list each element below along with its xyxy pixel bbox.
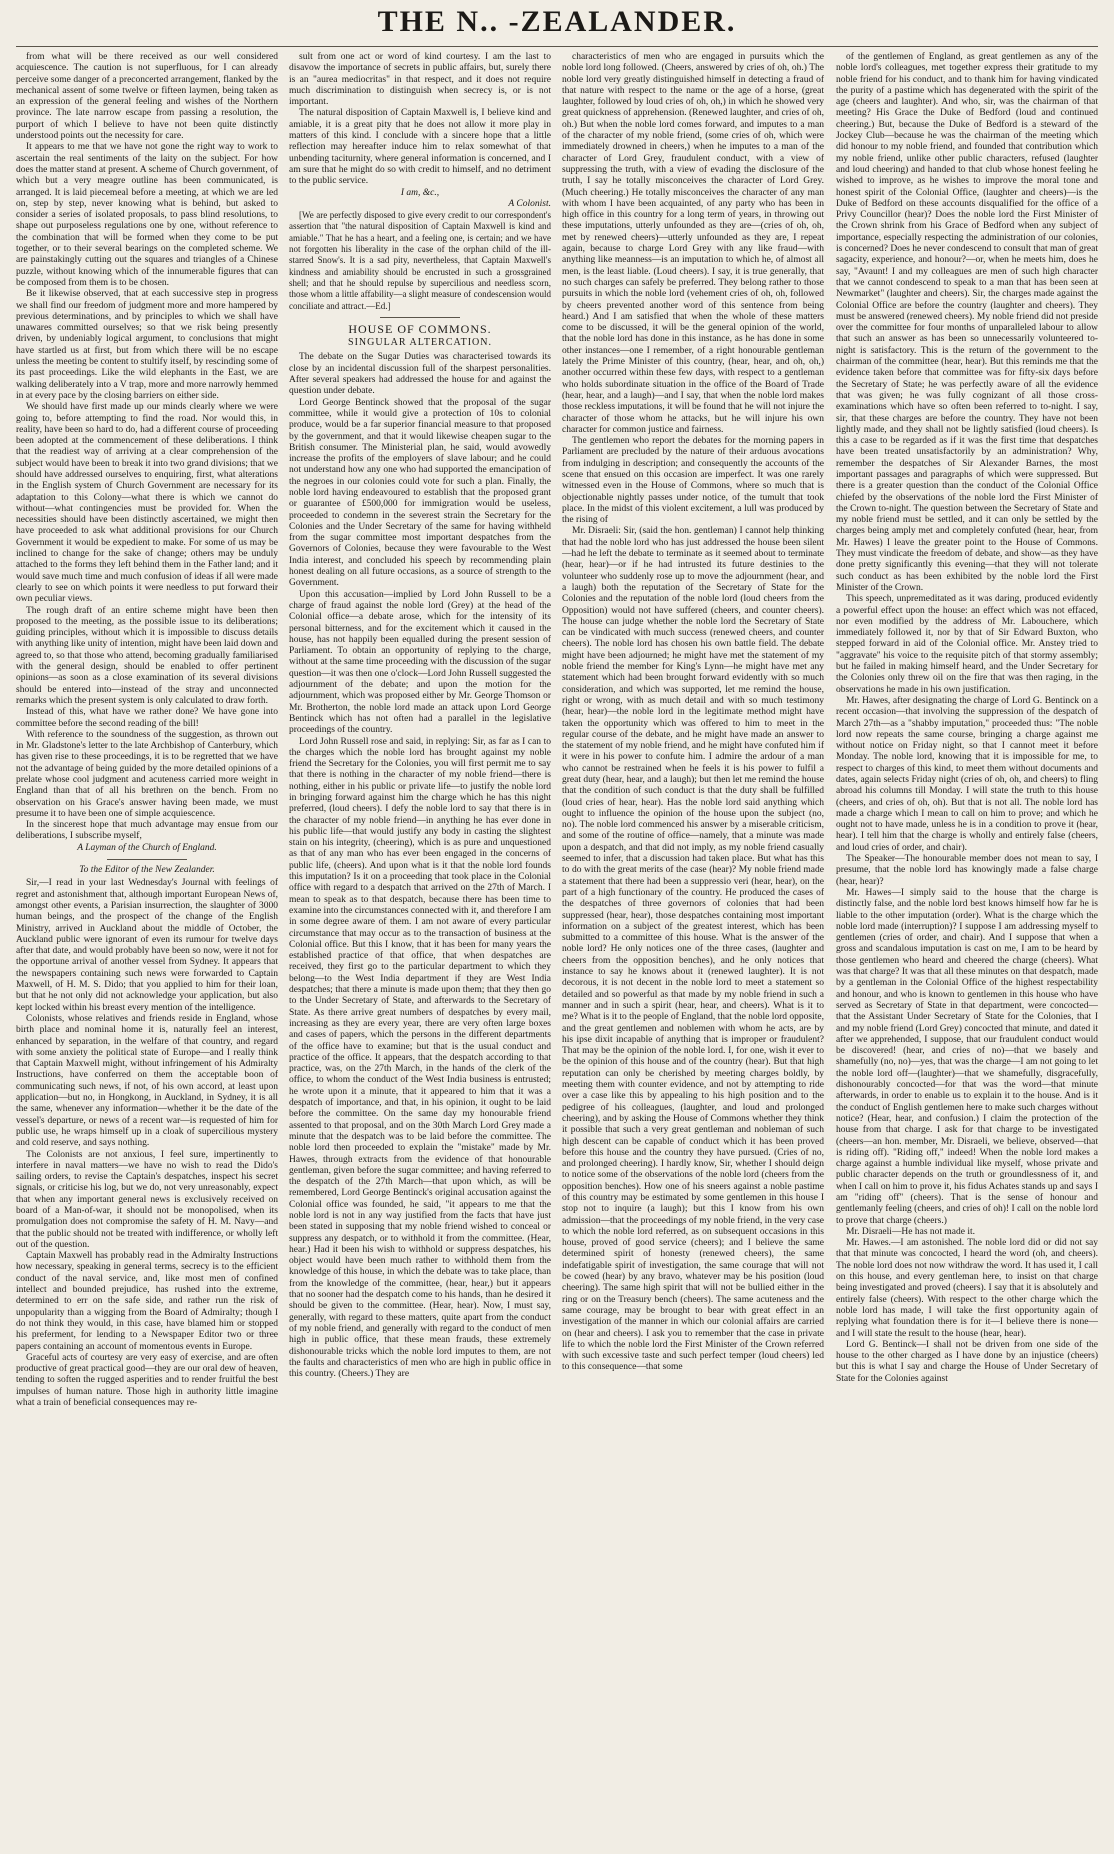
paragraph: from what will be there received as our well considered acquiescence. The caution is not superfluous, for I can already perceive some danger of a preconcerted arrangement, flanked by the mechanical assent of some twelve or fifteen laymen, being taken as an expression of the general feeling and wishes of the Northern province. The late narrow escape from passing a resolution, the purport of which I believe to have not been quite distinctly understood points out the necessity for care. xyxy=(16,52,278,142)
paragraph: Upon this accusation—implied by Lord John Russell to be a charge of fraud against the noble lord (Grey) at the head of the Colonial office—a debate arose, which for the intensity of its personal bitterness, and for the excitement which it caused in the house, has not happily been equalled during the present session of Parliament. To obtain an opportunity of replying to the charge, without at the same time proceeding with the discussion of the sugar question—it was then one o'clock—Lord John Russell suggested the adjournment of the debate; and upon the motion for the adjournment, which was proposed either by Mr. George Thomson or Mr. Brotherton, the noble lord made an attack upon Lord George Bentinck which has not often had a parallel in the legislative proceedings of the country. xyxy=(289,589,551,736)
editor-note: [We are perfectly disposed to give every credit to our correspondent's assertion that "the natural disposition of Captain Maxwell is kind and amiable." That he has a heart, and a feeling one, is certain; and we have not forgotten his liberality in the case of the orphan child of the ill-starred Snow's. It is a sad pity, nevertheless, that Captain Maxwell's kindness and amiability should be encrusted in such a grossgrained shell; and that he should repulse by supercilious and needless scorn, those whom a little affability—a slight measure of condescension would conciliate and attract.—Ed.] xyxy=(289,210,551,311)
section-subtitle: SINGULAR ALTERCATION. xyxy=(348,337,492,349)
paragraph: This speech, unpremeditated as it was daring, produced evidently a powerful effect upon the house: an effect which was not effaced, nor even modified by the address of Mr. Labouchere, which immediately followed it, nor by that of Sir Edward Buxton, who stepped forward in aid of the Colonial office. Mr. Anstey tried to "aggravate" his voice to the requisite pitch of that stormy assembly; but he failed in making himself heard, and the Under Secretary for the Colonies only threw oil on the fire that was then raging, in the observations he made in his own justification. xyxy=(836,594,1098,695)
paragraph: Mr. Hawes—I simply said to the house that the charge is distinctly false, and the noble lord best knows himself how far he is liable to the other imputation (order). What is the charge which the noble lord made (interruption)? I suppose I am addressing myself to gentlemen (cries of order, and chair). And I suppose that when a gross and scandalous imputation is cast on me, I am to be heard by those gentlemen who heard and cheered the charge (cheers). What was that charge? It was that all these minutes on that despatch, made by a gentleman in the Colonial Office of the highest respectability and honour, and who is known to gentlemen in this house who have served as Secretary of State in that department, were concocted—that the Assistant Under Secretary of State for the Colonies, that I and my noble friend (Lord Grey) concocted that minute, and dated it after we apprehended, I suppose, that our fraudulent conduct would be discovered! (hear, and cries of no)—that we basely and shamefully (no, no)—yes, that was the charge—I am not going to let the noble lord off—(laughter)—that we shamefully, disgracefully, dishonourably concocted—for that was the word—that minute afterwards, in order to enable us to explain it to the house. And is it the conduct of English gentlemen here to make such charges without notice? (Hear, hear, and confusion.) I claim the protection of the house from that charge. I ask for that charge to be investigated (cheers—an hon. member, Mr. Disraeli, we believe, observed—that is riding off). "Riding off," indeed! When the noble lord makes a charge against a humble individual like myself, whose private and public character depends on the truth or groundlessness of it, and when I call on him to prove it, his fidus Achates stands up and says I am "riding off" (cheers). That is the sense of honour and gentlemanly feeling (cheers, and cries of oh)! I call on the noble lord to prove that charge (cheers.) xyxy=(836,887,1098,1226)
paragraph: The gentlemen who report the debates for the morning papers in Parliament are precluded by the nature of their arduous avocations from indulging in description; and consequently the accounts of the scene that ensued on this occasion are imperfect. It was one rarely witnessed even in the House of Commons, where so much that is objectionable nightly passes under notice, of the tumult that took place. In the midst of this violent excitement, a lull was produced by the rising of xyxy=(562,436,824,526)
paragraph: Be it likewise observed, that at each successive step in progress we shall find our freedom of judgment more and more hampered by previous determinations, and by principles to which we shall have unawares committed ourselves; so that we risk being presently driven, by undeniably logical argument, to conclusions that might have startled us at first, but from which there will be no escape unless the meeting be content to stultify itself, by rescinding some of its past proceedings. Like the wild elephants in the East, we are walking deliberately into a V trap, more and more narrowly hemmed in at every pace by the closing barriers on either side. xyxy=(16,289,278,401)
paragraph: The Colonists are not anxious, I feel sure, impertinently to interfere in naval matters—we have no wish to read the Dido's sailing orders, to revise the Captain's despatches, inspect his secret signals, or criticise his log, but we do, not very unreasonably, expect that when any important general news is exclusively received on board of a Man-of-war, it should not be monopolised, when its promulgation does not compromise the safety of H. M. Navy—and that the public should not be treated with indifference, or wholly left out of the question. xyxy=(16,1149,278,1250)
column-4 xyxy=(836,52,1098,1848)
column-3 xyxy=(562,52,824,1848)
masthead: THE N.. -ZEALANDER. xyxy=(377,5,737,38)
paragraph: Captain Maxwell has probably read in the Admiralty Instructions how necessary, speaking in general terms, secrecy is to the efficient conduct of the naval service, and, like most men of confined intellect and bounded prejudice, has rushed into the extreme, determined to err on the safe side, and rather run the risk of unpopularity than a wigging from the Board of Admiralty; though I do not think they would, in this case, have blamed him or stopped his preferment, for lending to a Newspaper Editor two or three papers containing an account of momentous events in Europe. xyxy=(16,1251,278,1352)
paragraph: Mr. Hawes, after designating the charge of Lord G. Bentinck on a recent occasion—that involving the suppression of the despatch of March 27th—as a "shabby imputation," proceeded thus: "The noble lord now repeats the same course, bringing a charge against me without notice on Friday night, so that I cannot meet it before Monday. The noble lord, knowing that it is impossible for me, to respect to charges of this kind, to meet them without documents and dates, again selects Friday night (cries of oh, oh, and cheers) to fling abroad his columns till Monday. I will state the truth to this house (cheers, and cries of oh, oh). But that is not all. The noble lord has made a charge which I mean to call on him to prove; and which he ought not to have made, unless he is in a condition to prove it (hear, hear). I tell him that the charge is wholly and entirely false (cheers, and loud cries of order, and chair). xyxy=(836,695,1098,853)
paragraph: The rough draft of an entire scheme might have been then proposed to the meeting, as the possible issue to its deliberations; guiding principles, without which it is impossible to discuss details with anything like unity of intention, might have been laid down and agreed to, so that those who attend, becoming gradually familiarised with the general design, should be enabled to offer pertinent opinions—as soon as a close examination of its several divisions should be entered into—instead of the stray and unconnected remarks which the present system is only calculated to draw forth. xyxy=(16,605,278,706)
divider xyxy=(380,317,460,318)
column-1 xyxy=(16,52,278,1848)
paragraph: Colonists, whose relatives and friends reside in England, whose birth place and nominal home it is, naturally feel an interest, enhanced by separation, in the welfare of that country, and regard with some anxiety the political state of Europe—and I really think that Captain Maxwell might, without infringement of his Admiralty Instructions, have conferred on them the acceptable boon of communicating such news, if not, of his own accord, at least upon application—but no, in Hongkong, in Auckland, in Sydney, it is all the same, whenever any information—whether it be the date of the vessel's departure, or news of a recent war—is requested of him for public use, he wraps himself up in a cloak of supercilious mystery and cold reserve, and says nothing. xyxy=(16,1013,278,1149)
letter-heading: To the Editor of the New Zealander. xyxy=(79,865,215,876)
paragraph: With reference to the soundness of the suggestion, as thrown out in Mr. Gladstone's letter to the late Archbishop of Canterbury, which has given rise to these proceedings, it is to be regretted that we have not the advantage of being guided by the more detailed opinions of a prelate whose cool judgment and acuteness carried more weight in England than that of all his brethren on the bench. From no observation on his Grace's answer having been made, we must presume it to have been one of simple acquiescence. xyxy=(16,729,278,819)
signature: A Layman of the Church of England. xyxy=(77,842,217,853)
paragraph: We should have first made up our minds clearly where we were going to, before attempting to find the road. Nor would this, in reality, have been so hard to do, had a different course of proceeding been adopted at the commencement of these deliberations. I think that the readiest way of arriving at a clear comprehension of the subject would have been to break it into two grand divisions; that we should have addressed ourselves to enquiring, first, what alterations in the English system of Church Government are necessary for its adaptation to this Colony—what there is which we cannot do without—what contingencies must be provided for. When the necessities should have been distinctly ascertained, we might then have proceeded to ask what additional provisions for our Church Government it would be expedient to make. For some of us may be inclined to change for the sake of change; others may be unduly attached to the forms they left behind them in the Father land; and it would save much time and much confusion of ideas if all were made clearly to see on which points it were needless to put forward their own peculiar views. xyxy=(16,402,278,605)
paragraph: sult from one act or word of kind courtesy. I am the last to disavow the importance of secrets in public affairs, but, surely there is an "aurea mediocritas" in that respect, and it does not require much discrimination to distinguish when secrecy is, or is not important. xyxy=(289,52,551,108)
paragraph: Lord George Bentinck showed that the proposal of the sugar committee, while it would give a protection of 10s to colonial produce, would be a far superior financial measure to that proposed by the government, and that it would likewise cheapen sugar to the British consumer. The Ministerial plan, he said, would avowedly increase the profits of the employers of slave labour; and he could not understand how any one who had supported the emancipation of the negroes in our colonies could vote for such a plan. Finally, the noble lord having endeavoured to establish that the proposed grant or guarantee of £500,000 for immigration would be useless, proceeded to condemn in the severest strain the Secretary for the Colonies and the Under Secretary of the same for having withheld from the sugar committee most important despatches from the Governors of Colonies, because they were favourable to the West India interest, and concluded his speech by recommending plain honest dealing on all future occasions, as a source of strength to the Government. xyxy=(289,397,551,589)
paragraph: The Speaker—The honourable member does not mean to say, I presume, that the noble lord has knowingly made a false charge (hear, hear)? xyxy=(836,854,1098,887)
closing: I am, &c., xyxy=(400,187,440,198)
paragraph: It appears to me that we have not gone the right way to work to ascertain the real sentiments of the laity on the subject. For how does the matter stand at present. A scheme of Church government, of which but a very meagre outline has been communicated, is arranged. It is laid piecemeal before a meeting, at which we are led on, step by step, never knowing what is behind, but asked to consider a series of isolated proposals, to pass blind resolutions, to shape out purposeless regulations one by one, without reference to the combination that will be formed when they come to be put together, or to their several bearings on the completed scheme. We are painstakingly cutting out the squares and triangles of a Chinese puzzle, without knowing which of the innumerable figures that can be composed from them is to be chosen. xyxy=(16,142,278,288)
paragraph: Graceful acts of courtesy are very easy of exercise, and are often productive of great practical good—they are our oral dew of heaven, tending to soften the rugged asperities and to render fruitful the best impulses of human nature. Those high in authority little imagine what a train of beneficial consequences may re- xyxy=(16,1352,278,1409)
paragraph: Mr. Disraeli: Sir, (said the hon. gentleman) I cannot help thinking that had the noble lord who has just addressed the house been silent—had he left the debate to terminate as it seemed about to terminate (hear, hear)—or if he had intrusted its future destinies to the volunteer who suddenly rose up to move the adjournment (hear, and a laugh) both the reputation of the Secretary of State for the Colonies and the reputation of the noble lord (loud cheers from the Opposition) would not have suffered (cheers, and counter cheers). The house can judge whether the noble lord the Secretary of State can be vindicated with much success (renewed cheers, and counter cheers). The noble lord has chosen his own battle field. The debate might have been adjourned; he might have met the statement of my noble friend the member for King's Lynn—he might have met any statement which had been brought forward evidently with so much consideration, and which was supported, let me remind the house, right or wrong, with as much detail and with so much testimony (hear, hear)—the noble lord in the legitimate method might have taken the opportunity which was offered to him to meet in the regular course of the debate, and he might have made an answer to the statement of my noble friend, and he might have confuted him if it were in his power to confute him. I admire the ardour of a man who cannot be restrained when he feels it is his power to fulfil a great duty (hear, hear, and a laugh); but then let me remind the house that the condition of such conduct is that the duty shall be fulfilled (loud cries of hear, hear). Has the noble lord said anything which ought to influence the opinion of the house upon the subject (no, no). The noble lord commenced his answer by a miserable criticism, and some of the routine of office—namely, that a minute was made upon a despatch, and that did not imply, as my noble friend casually seemed to infer, that a discussion had taken place. But what has this to do with the great merits of the case (hear)? My noble friend made a statement that there had been a suppressio veri (hear, hear), on the part of a high functionary of the country. He produced the cases of the despatches of three governors of colonies that had been suppressed (hear, hear), those despatches containing most important information on a subject of the greatest interest, which has been submitted to a committee of this house. What is the answer of the noble lord? He only notices one of the three cases, (laughter and cheers from the opposition benches), and he only notices that instance to say he knows about it (renewed laughter). It is not decorous, it is not decent in the noble lord to meet a statement so detailed and so powerful as that made by my noble friend in such a manner and in such a spirit (hear, hear, and cheers). What is it to me? What is it to the people of England, that the noble lord opposite, and the great gentlemen and noblemen with whom he acts, are by his ipse dixit incapable of anything that is improper or fraudulent? That may be the opinion of the noble lord. I, for one, wish it ever to be the opinion of this house and of the country (hear). But that high reputation can only be cherished by meeting charges boldly, by meeting them with counter evidence, and not by attempting to ride over a case like this by appealing to his high position and to the pedigree of his colleagues, (laughter, and loud and prolonged cheering), and by asking the House of Commons whether they think it possible that such a very great gentleman and nobleman of such high descent can be capable of conduct which it has been proved before this house and the country they have pursued. (Cries of no, and prolonged cheering). I hardly know, Sir, whether I should deign to notice some of the observations of the noble lord (cheers from the opposition benches). How one of his sneers against a noble pastime of this country may be estimated by some gentlemen in this house I stop not to inquire (a laugh); but this I know from his own admission—that the proceedings of my noble friend, in the very case to which the noble lord referred, as on subsequent occasions in this house, proved of good service (cheers); and I believe the same determined spirit of honesty (renewed cheers), the same indefatigable spirit of investigation, the same courage that will not be cowed (hear) by any bravo, whatever may be his position (loud cheering). The same high spirit that will not be bullied either in the ring or on the Treasury bench (cheers). The same acuteness and the same courage, may be brought to bear with great effect in an investigation of the manner in which our colonial affairs are carried on (hear and cheers). I ask you to remember that the case in private life to which the noble lord the First Minister of the Crown referred with such excessive taste and such perfect temper (loud cheers) led to this consequence—that some xyxy=(562,526,824,1373)
signature: A Colonist. xyxy=(508,198,551,209)
masthead-rule xyxy=(16,46,1098,47)
divider xyxy=(107,859,187,860)
paragraph: Sir,—I read in your last Wednesday's Journal with feelings of regret and astonishment that, although important European News of, amongst other events, a Parisian insurrection, the slaughter of 3000 human beings, and the prospect of the change of the English Ministry, arrived in Auckland about the middle of October, the Auckland public were ignorant of even its rumour for twelve days after that date, and would probably have been so now, were it not for the opportune arrival of another vessel from Sydney. It appears that the newspapers containing such news were forwarded to Captain Maxwell, of H. M. S. Dido; that you applied to him for their loan, but that he not only did not acknowledge your application, but also kept locked within his breast every mention of the intelligence. xyxy=(16,878,278,1013)
section-title: HOUSE OF COMMONS. xyxy=(348,321,492,336)
paragraph: Lord G. Bentinck—I shall not be driven from one side of the house to the other charged as I have done by an injustice (cheers) but this is what I say and charge the House of Under Secretary of State for the Colonies against xyxy=(836,1339,1098,1384)
paragraph: characteristics of men who are engaged in pursuits which the noble lord long followed. (Cheers, answered by cries of oh, oh.) The noble lord very greatly distinguished himself in detecting a fraud of that nature with respect to the name or the age of a horse, (great laughter, followed by loud cries of oh, oh,) in which he showed very great quickness of apprehension. (Renewed laughter, and cries of oh, oh.) But when the noble lord comes forward, and imputes to a man of the character of my noble friend, (some cries of oh, which were immediately drowned in cheers,) when he imputes to a man of the character of Lord Grey, fraudulent conduct, with a view of suppressing the truth, with a view of evading the disclosure of the truth, I say he totally misconceives the character of Lord Grey. (Much cheering.) He totally misconceives the character of any man with whom I have been acquainted, of any party who has been in high office in this country for a long term of years, in throwing out these imputations, utterly unfounded as they are—(cries of oh, oh, met by renewed cheers)—utterly unfounded as they are, I repeat again, because to charge Lord Grey with any like fraud—with anything like meanness—is an imputation to which he, of almost all men, is the least liable. (Loud cheers). I say, it is true generally, that no such charges can safely be preferred. They belong rather to those pursuits in which the noble lord (vehement cries of oh, oh, followed by cheers prevented another word of this sentence from being heard.) And I am satisfied that when the whole of these matters come to be discussed, it will be the general opinion of the world, that the noble lord has done in this instance, as he has done in some other instances—one I remember, of a right honourable gentleman lately the Prime Minister of this country, (hear, hear, and oh, oh,) another occurred within these few days, with respect to a gentleman who holds subordinate situation in the office of the Board of Trade (hear, hear, and a laugh)—and I say, that when the noble lord makes those reckless imputations, it will be found that he will not injure the character of those whom he attacks, but he will injure his own character for common justice and fairness. xyxy=(562,52,824,435)
paragraph: Mr. Disraeli—He has not made it. xyxy=(846,1226,976,1237)
paragraph: Mr. Hawes.—I am astonished. The noble lord did or did not say that that minute was concocted, I heard the word (oh, and cheers). The noble lord does not now withdraw the word. It has used it, I call on this house, and every gentleman here, to insist on that charge being investigated and proved (cheers). I say that it is absolutely and entirely false (cheers). With respect to the other charge which the noble lord has made, I will take the first opportunity again of replying what foundation there is for it—I believe there is none—and I will state the result to the house (hear, hear). xyxy=(836,1238,1098,1339)
columns xyxy=(16,52,1098,1848)
paragraph: The debate on the Sugar Duties was characterised towards its close by an incidental discussion full of the sharpest personalities. After several speakers had addressed the house for and against the question under debate. xyxy=(289,352,551,397)
paragraph: of the gentlemen of England, as great gentlemen as any of the noble lord's colleagues, met together express their gratitude to my noble friend for his conduct, and to thank him for having vindicated the purity of a pastime which has degenerated with the spirit of the age (cheers and laughter). And who, sir, was the chairman of that meeting? His Grace the Duke of Bedford (loud and continued cheering.) But, because the Duke of Bedford is a steward of the Jockey Club—because he was the chairman of the meeting which did honour to my noble friend, and founded that contribution which my noble friend, unlike other public characters, refused (laughter and loud cheering) and handed to that club whose honest feeling he wished to improve, as he wishes to improve the moral tone and honest spirit of the Colonial Office, (laughter and cheers)—is the Duke of Bedford on these accounts disqualified for the office of a Privy Councillor (hear)? Does the noble lord the First Minister of the Crown shrink from his Grace of Bedford when any subject of importance, especially respecting the administration of our colonies, is concerned? Does he never condescend to consult that man of great sagacity, experience, and honour?—or, when he meets him, does he say, "Avaunt! I and my colleagues are men of such high character that we cannot condescend to speak to a man that has been seen at Newmarket" (laughter and cheers). Sir, the charges made against the Colonial Office are before the country (laughter and cheers). They must be answered (renewed cheers). My noble friend did not preside over the committee for four months of unparalleled labour to allow that such an answer as has been so unnecessarily volunteered to-night is satisfactory. This is the return of the government to the chairman of the committee (hear, hear). But this reminds me that the evidence taken before that committee was for fifty-six days before the Secretary of State; he was perfectly aware of all the evidence that was given; he was fully cognizant of all those cross-examinations which have so often been referred to to-night. I say, sir, that these charges are before the country. They have not been lightly made, and they shall not be lightly satisfied (loud cheers). Is this a case to be regarded as if it was the first time that despatches have been treated unsatisfactorily by an administration? Why, remember the despatches of Sir Alexander Barnes, the most important passages and paragraphs of which were suppressed. But there is a greater question than the conduct of the Colonial Office chiefed by the observations of the noble lord the First Minister of the Crown to-night. The question between the Secretary of State and my noble friend must be settled, and it can only be settled by the charges being amply met and completely confuted (hear, hear, from Mr. Hawes) I leave the greater point to the House of Commons. They must vindicate the freedom of debate, and show—as they have done pretty significantly this evening—that they will not tolerate such conduct as has been exhibited by the noble lord the First Minister of the Crown. xyxy=(836,52,1098,593)
paragraph: Instead of this, what have we rather done? We have gone into committee before the second reading of the bill! xyxy=(16,707,278,729)
paragraph: Lord John Russell rose and said, in replying: Sir, as far as I can to the charges which the noble lord has brought against my noble friend the Secretary for the Colonies, you will first permit me to say that there is nothing in the character of my noble friend—there is nothing, either in his public or private life—to justify the noble lord in bringing forward against him the charge which he has this night preferred, (loud cheers). I defy the noble lord to say that there is in the character of my noble friend—in anything he has ever done in his public life—that would justify any body in casting the slightest stain on his integrity, (cheering), which is as pure and unquestioned as that of any man who has ever been engaged in the concerns of public life, (cheers). And upon what is it that the noble lord founds this imputation? Is it on a proceeding that took place in the Colonial office with regard to a despatch that arrived on the 27th of March. I mean to speak as to that despatch, because there has been time to examine into the circumstances connected with it, and therefore I am in some degree aware of them. I am not aware of every particular circumstance that may occur as to the transaction of business at the Colonial office. But this I know, that it has been for many years the established practice of that office, that when despatches are received, they first go to the particular department to which they belong—to the West India department if they are West India despatches; that there a minute is made upon them; that they then go to the Under Secretary of State, and afterwards to the Secretary of State. As there arrive great numbers of despatches by every mail, increasing as they are every year, there are very often large boxes and cases of papers, which the persons in the different departments of the office have to examine; but that is the usual conduct and practice of the office. It appears, that the despatch according to that practice, was, on the 27th March, in the hands of the clerk of the office, to whom the conduct of the West India business is entrusted; he wrote upon it a minute, that it appeared to him that it was a despatch of importance, and that, in his opinion, it ought to be laid before the committee. On the same day my honourable friend assented to that proposal, and on the 30th March Lord Grey made a minute that the despatch was to be laid before the committee. The noble lord then proceeded to explain the "mistake" made by Mr. Hawes, through extracts from the evidence of that honourable gentleman, given before the sugar committee; and having referred to the despatch of the 27th March—that upon which, as will be remembered, Lord George Bentinck's original accusation against the Colonial office was founded, he said, "it appears to me that the noble lord is not in any way justified from the facts that have just been stated in supposing that my noble friend wished to conceal or suppress any despatch, or to withhold it from the committee. (Hear, hear.) Had it been his wish to withhold or suppress despatches, his object would have been much rather to withhold them from the knowledge of this house, in which the debate was to take place, than from the knowledge of the committee, (hear, hear,) but it appears that no sooner had the despatch come to his hands, than he desired it should be given to the committee. (Hear, hear). Now, I must say, generally, with regard to these matters, quite apart from the conduct of my noble friend, and generally with regard to the conduct of men high in public office, that these mean frauds, these extremely dishonourable tricks which the noble lord imputes to them, are not the faults and characteristics of men who are high in public office in this country. (Cheers.) They are xyxy=(289,736,551,1380)
column-2 xyxy=(289,52,551,1848)
paragraph: In the sincerest hope that much advantage may ensue from our deliberations, I subscribe myself, xyxy=(16,820,278,842)
paragraph: The natural disposition of Captain Maxwell is, I believe kind and amiable, it is a great pity that he does not allow it more play in matters of this kind. I conclude with a sincere hope that a little reflection may hereafter induce him to relax somewhat of that unbending taciturnity, where general information is concerned, and I am sure that he might do so with credit to himself, and no detriment to the public service. xyxy=(289,108,551,187)
